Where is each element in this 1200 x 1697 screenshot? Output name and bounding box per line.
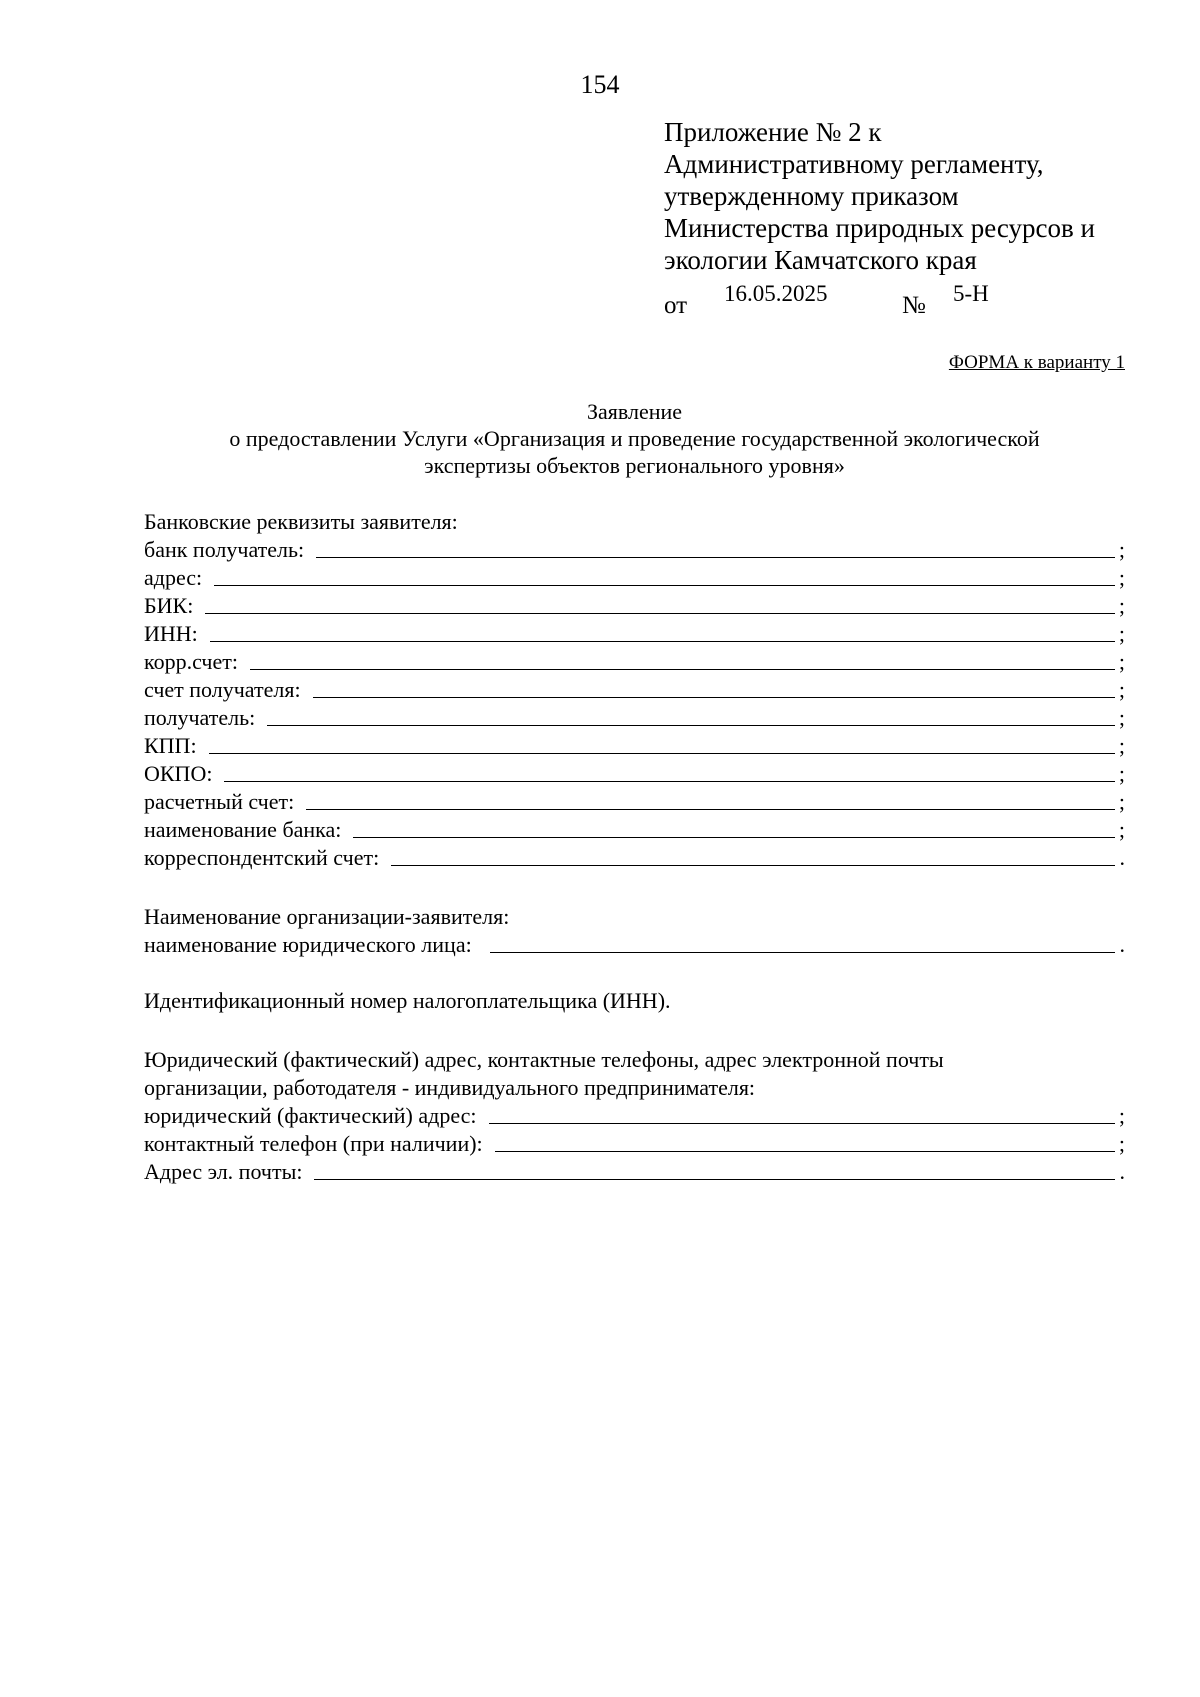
field-label: адрес: bbox=[144, 565, 203, 590]
contacts-heading: организации, работодателя - индивидуального предпринимателя: bbox=[144, 1075, 756, 1100]
organization-section bbox=[144, 903, 1125, 959]
bank-details-section bbox=[144, 508, 1125, 872]
date-prefix: от bbox=[664, 292, 688, 319]
blank-line[interactable] bbox=[205, 612, 1115, 614]
form-variant-label: ФОРМА к варианту 1 bbox=[948, 352, 1125, 373]
page-number: 154 bbox=[580, 70, 620, 99]
field-contact-phone[interactable] bbox=[144, 1130, 1125, 1158]
field-label: наименование банка: bbox=[144, 817, 342, 842]
contacts-heading: Юридический (фактический) адрес, контактные телефоны, адрес электронной почты bbox=[144, 1047, 944, 1072]
field-label: счет получателя: bbox=[144, 677, 301, 702]
inn-line: Идентификационный номер налогоплательщика (ИНН). bbox=[144, 988, 671, 1013]
blank-line[interactable] bbox=[490, 951, 1115, 953]
field-label: КПП: bbox=[144, 733, 197, 758]
field-label: корр.счет: bbox=[144, 649, 238, 674]
field-end: ; bbox=[1118, 621, 1125, 646]
field-end: ; bbox=[1118, 537, 1125, 562]
field-end: ; bbox=[1118, 817, 1125, 842]
blank-line[interactable] bbox=[214, 584, 1115, 586]
blank-line[interactable] bbox=[209, 752, 1115, 754]
field-label: Адрес эл. почты: bbox=[144, 1159, 303, 1184]
field-end: ; bbox=[1118, 761, 1125, 786]
field-end: ; bbox=[1118, 649, 1125, 674]
field-label: расчетный счет: bbox=[144, 789, 295, 814]
field-legal-entity-name[interactable] bbox=[144, 931, 1125, 959]
field-label: юридический (фактический) адрес: bbox=[144, 1103, 477, 1128]
title-line: экспертизы объектов регионального уровня» bbox=[424, 453, 845, 478]
order-date: 16.05.2025 bbox=[724, 281, 828, 306]
contacts-section bbox=[144, 1046, 1125, 1186]
appendix-header bbox=[664, 116, 1164, 318]
field-label: банк получатель: bbox=[144, 537, 305, 562]
bank-details-heading: Банковские реквизиты заявителя: bbox=[144, 509, 458, 534]
blank-line[interactable] bbox=[495, 1150, 1115, 1152]
document-title bbox=[144, 398, 1125, 479]
field-address[interactable] bbox=[144, 564, 1125, 592]
appendix-line: утвержденному приказом bbox=[664, 181, 959, 211]
field-end: ; bbox=[1118, 705, 1125, 730]
field-end: ; bbox=[1118, 565, 1125, 590]
blank-line[interactable] bbox=[489, 1122, 1115, 1124]
field-end: ; bbox=[1118, 677, 1125, 702]
field-bank-name[interactable] bbox=[144, 816, 1125, 844]
field-end: ; bbox=[1118, 733, 1125, 758]
order-number: 5-Н bbox=[953, 281, 989, 306]
field-label: корреспондентский счет: bbox=[144, 845, 380, 870]
appendix-line: экологии Камчатского края bbox=[664, 245, 977, 275]
appendix-line: Административному регламенту, bbox=[664, 149, 1044, 179]
field-end: ; bbox=[1118, 1103, 1125, 1128]
blank-line[interactable] bbox=[224, 780, 1115, 782]
field-email[interactable] bbox=[144, 1158, 1125, 1186]
blank-line[interactable] bbox=[210, 640, 1115, 642]
number-sign: № bbox=[902, 292, 926, 319]
field-label: ИНН: bbox=[144, 621, 198, 646]
field-end: . bbox=[1119, 1159, 1125, 1184]
appendix-line: Министерства природных ресурсов и bbox=[664, 213, 1095, 243]
field-end: ; bbox=[1118, 1131, 1125, 1156]
field-recipient[interactable] bbox=[144, 704, 1125, 732]
field-end: ; bbox=[1118, 789, 1125, 814]
title-line: Заявление bbox=[586, 399, 683, 424]
field-inn[interactable] bbox=[144, 620, 1125, 648]
blank-line[interactable] bbox=[250, 668, 1115, 670]
field-label: БИК: bbox=[144, 593, 194, 618]
field-label: ОКПО: bbox=[144, 761, 213, 786]
blank-line[interactable] bbox=[316, 556, 1115, 558]
blank-line[interactable] bbox=[353, 836, 1115, 838]
blank-line[interactable] bbox=[391, 864, 1115, 866]
field-corr-account[interactable] bbox=[144, 648, 1125, 676]
blank-line[interactable] bbox=[314, 1178, 1115, 1180]
field-correspondent-account[interactable] bbox=[144, 844, 1125, 872]
order-reference bbox=[664, 278, 1164, 318]
field-label: наименование юридического лица: bbox=[144, 932, 472, 957]
field-bik[interactable] bbox=[144, 592, 1125, 620]
field-okpo[interactable] bbox=[144, 760, 1125, 788]
field-kpp[interactable] bbox=[144, 732, 1125, 760]
field-end: . bbox=[1119, 845, 1125, 870]
field-legal-address[interactable] bbox=[144, 1102, 1125, 1130]
field-bank-recipient[interactable] bbox=[144, 536, 1125, 564]
field-label: контактный телефон (при наличии): bbox=[144, 1131, 483, 1156]
inn-section bbox=[144, 987, 1125, 1015]
appendix-line: Приложение № 2 к bbox=[664, 117, 882, 147]
field-end: ; bbox=[1118, 593, 1125, 618]
blank-line[interactable] bbox=[306, 808, 1115, 810]
field-recipient-account[interactable] bbox=[144, 676, 1125, 704]
field-settlement-account[interactable] bbox=[144, 788, 1125, 816]
field-label: получатель: bbox=[144, 705, 256, 730]
organization-heading: Наименование организации-заявителя: bbox=[144, 904, 510, 929]
title-line: о предоставлении Услуги «Организация и проведение государственной экологической bbox=[229, 426, 1040, 451]
blank-line[interactable] bbox=[313, 696, 1115, 698]
blank-line[interactable] bbox=[267, 724, 1115, 726]
field-end: . bbox=[1119, 932, 1125, 957]
